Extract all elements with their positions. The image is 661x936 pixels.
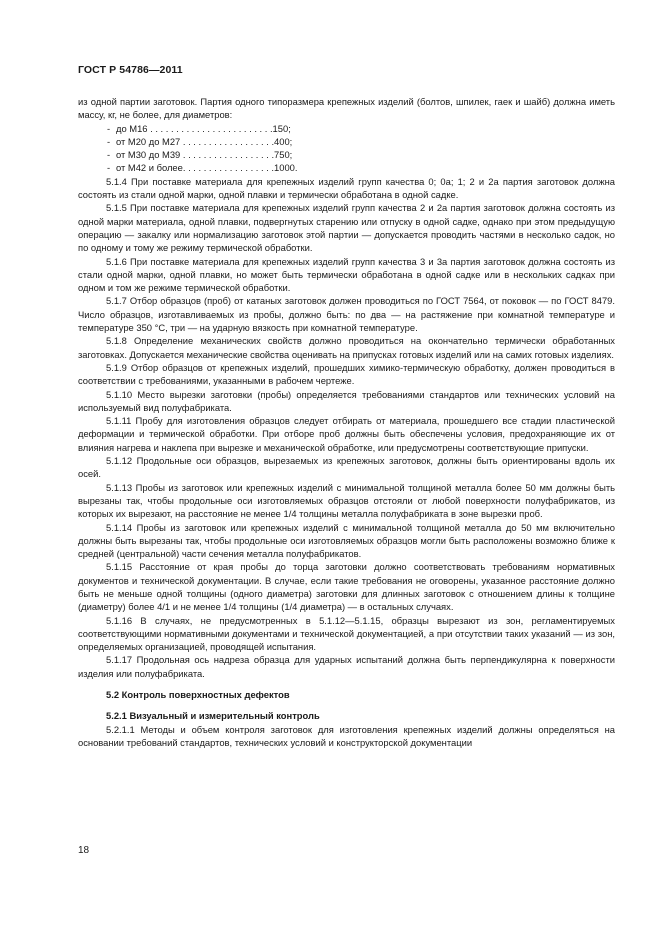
list-item <box>78 161 615 174</box>
section-heading-5-2-1: 5.2.1 Визуальный и измерительный контроль <box>106 710 320 722</box>
list-item-text: от М42 и более. . . . . . . . . . . . . . . . . .1000. <box>116 162 298 174</box>
paragraph-5-1-8: 5.1.8 Определение механических свойств должно проводиться на окончательно термически обработанных заготовках. Допускается механические свойства оценивать на припусках готовых изделий или на самих готовых изделиях. <box>78 335 615 360</box>
paragraph-5-1-5: 5.1.5 При поставке материала для крепежных изделий групп качества 2 и 2а партия заготовок должна состоять из одной марки материала, одной плавки, подвергнутых старению или отпуску в одной садке, однако при этом предыдущую операцию — закалку или нормализацию заготовок этой партии — допускается проводить частями в несколько садок, но по одному и тому же режиму термической обработки. <box>78 202 615 254</box>
paragraph-5-1-12: 5.1.12 Продольные оси образцов, вырезаемых из крепежных заготовок, должны быть ориентированы вдоль их осей. <box>78 455 615 480</box>
paragraph-5-1-6: 5.1.6 При поставке материала для крепежных изделий групп качества 3 и 3а партия заготовок должна состоять из стали одной марки, одной плавки, но может быть термически обработана в одной садке или в нескольких садках при одном и том же режиме термической обработки. <box>78 255 615 294</box>
list-dash: - <box>107 122 111 134</box>
paragraph-5-1-9: 5.1.9 Отбор образцов от крепежных изделий, прошедших химико-термическую обработку, должен проводиться в соответствии с требованиями, указанными в рабочем чертеже. <box>78 361 615 387</box>
list-item <box>78 135 615 148</box>
paragraph-5-1-11: 5.1.11 Пробу для изготовления образцов следует отбирать от материала, прошедшего все стадии пластической деформации и термической обработки. При отборе проб должны быть обеспечены условия, предохраняющие их от влияния нагрева и наклепа при вырезке и механической обработке, или предусмотрены соответствующие припуски. <box>78 415 615 453</box>
section-heading-5-2: 5.2 Контроль поверхностных дефектов <box>106 689 290 701</box>
paragraph-5-1-15: 5.1.15 Расстояние от края пробы до торца заготовки должно соответствовать требованиям нормативных документов и технической документации. В случае, если такие требования не оговорены, указанное расстояние должно быть не меньше одной толщины (одного диаметра) заготовки для длинных заготовок с отношением длины к толщине (диаметру) более 4/1 и не менее 1/4 толщины (1/4 диаметра) — в остальных случаях. <box>78 561 615 613</box>
list-item-text: от М30 до М39 . . . . . . . . . . . . . . . . . .750; <box>116 149 293 161</box>
page-content <box>78 95 615 749</box>
paragraph-5-1-4: 5.1.4 При поставке материала для крепежных изделий групп качества 0; 0а; 1; 2 и 2а партия заготовок должна состоять из стали одной марки, одной плавки и термически обработана в одной садке. <box>78 175 615 201</box>
intro-paragraph: из одной партии заготовок. Партия одного типоразмера крепежных изделий (болтов, шпилек, гаек и шайб) должна иметь массу, кг, не более, для диаметров: <box>78 96 615 121</box>
paragraph-5-1-7: 5.1.7 Отбор образцов (проб) от катаных заготовок должен проводиться по ГОСТ 7564, от поковок — по ГОСТ 8479. Число образцов, изготавливаемых из пробы, должно быть: по два — на растяжение при комнатной температуре и температуре 350 °С, три — на ударную вязкость при комнатной температуре. <box>78 295 615 334</box>
list-item <box>78 148 615 161</box>
paragraph-5-1-16: 5.1.16 В случаях, не предусмотренных в 5.1.12—5.1.15, образцы вырезают из зон, регламентируемых соответствующими нормативными документами и технической документацией, а при отсутствии таких указаний — из зон, определяемых организацией, проводящей испытания. <box>78 614 615 653</box>
list-dash: - <box>107 162 111 174</box>
list-dash: - <box>107 135 111 147</box>
page-number: 18 <box>78 845 90 856</box>
paragraph-5-1-14: 5.1.14 Пробы из заготовок или крепежных изделий с минимальной толщиной металла до 50 мм включительно должны быть вырезаны так, чтобы продольные оси изготовляемых образцов могли быть расположены возможно ближе к средней (центральной) части сечения металла полуфабрикатов. <box>78 521 615 560</box>
list-item <box>78 122 615 135</box>
list-item-text: до М16 . . . . . . . . . . . . . . . . . . . . . . . .150; <box>116 122 291 134</box>
paragraph-5-1-13: 5.1.13 Пробы из заготовок или крепежных изделий с минимальной толщиной металла более 50 мм должны быть вырезаны так, чтобы продольные оси изготовляемых образцов отстояли от любой поверхности полуфабрикатов, из которых их вырезают, на расстояние не менее 1/4 толщины металла полуфабриката в зоне вырезки проб. <box>78 481 615 520</box>
paragraph-5-1-17: 5.1.17 Продольная ось надреза образца для ударных испытаний должна быть перпендикулярна к поверхности изделия или полуфабриката. <box>78 654 615 679</box>
list-dash: - <box>107 149 111 161</box>
paragraph-5-1-10: 5.1.10 Место вырезки заготовки (пробы) определяется требованиями стандартов или технических условий на используемый вид полуфабриката. <box>78 388 615 413</box>
page-header: ГОСТ Р 54786—2011 <box>78 64 183 76</box>
diameter-list <box>78 122 615 175</box>
list-item-text: от М20 до М27 . . . . . . . . . . . . . . . . . .400; <box>116 135 293 147</box>
paragraph-5-2-1-1: 5.2.1.1 Методы и объем контроля заготовок для изготовления крепежных изделий должны определяться на основании требований стандартов, технических условий и конструкторской документации <box>78 723 615 748</box>
